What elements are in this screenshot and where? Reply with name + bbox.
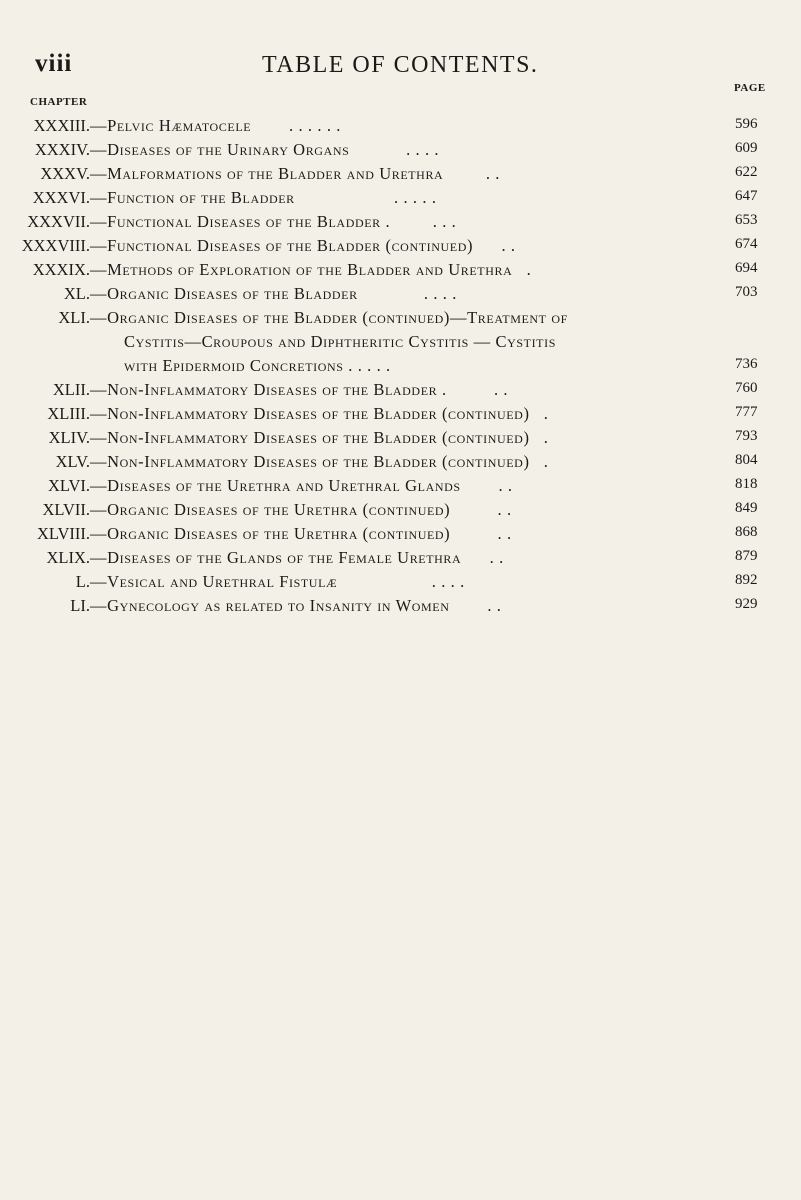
chapter-title: —Malformations of the Bladder and Urethra . . bbox=[90, 164, 501, 183]
chapter-title: —Organic Diseases of the Urethra (continued) . . bbox=[90, 500, 512, 519]
chapter-numeral: XLVII. bbox=[42, 500, 90, 519]
toc-entry bbox=[0, 476, 801, 498]
chapter-numeral: XXXIII. bbox=[33, 116, 90, 135]
page-number: 804 bbox=[735, 452, 758, 468]
chapter-numeral: L. bbox=[75, 572, 90, 591]
toc-entry bbox=[0, 212, 801, 234]
chapter-title: —Functional Diseases of the Bladder . . . . bbox=[90, 212, 457, 231]
chapter-title: —Gynecology as related to Insanity in Women . . bbox=[90, 596, 502, 615]
toc-entry bbox=[0, 500, 801, 522]
chapter-numeral: XXXVI. bbox=[32, 188, 90, 207]
toc-entry bbox=[0, 452, 801, 474]
chapter-title: —Organic Diseases of the Bladder (continued)—Treatment of bbox=[90, 308, 568, 327]
chapter-title: —Functional Diseases of the Bladder (continued) . . bbox=[90, 236, 516, 255]
toc-entry bbox=[0, 188, 801, 210]
chapter-column-label: CHAPTER bbox=[30, 96, 88, 108]
chapter-title-continued: with Epidermoid Concretions . . . . . bbox=[124, 356, 391, 375]
chapter-numeral: XLI. bbox=[58, 308, 90, 327]
running-title: TABLE OF CONTENTS. bbox=[262, 52, 539, 78]
toc-entry bbox=[0, 596, 801, 618]
toc-entry bbox=[0, 236, 801, 258]
chapter-numeral: XXXIX. bbox=[32, 260, 90, 279]
page-number: 892 bbox=[735, 572, 758, 588]
chapter-title: —Diseases of the Urethra and Urethral Glands . . bbox=[90, 476, 513, 495]
page-number: 609 bbox=[735, 140, 758, 156]
page-folio: viii bbox=[35, 50, 73, 77]
page-number: 760 bbox=[735, 380, 758, 396]
page-number: 622 bbox=[735, 164, 758, 180]
toc-entry bbox=[0, 116, 801, 138]
chapter-title: —Non-Inflammatory Diseases of the Bladder . . . bbox=[90, 380, 509, 399]
page-number: 736 bbox=[735, 356, 758, 372]
chapter-title: —Organic Diseases of the Urethra (continued) . . bbox=[90, 524, 512, 543]
toc-entry bbox=[0, 404, 801, 426]
page-number: 818 bbox=[735, 476, 758, 492]
chapter-title: —Diseases of the Urinary Organs . . . . bbox=[90, 140, 440, 159]
page-number: 694 bbox=[735, 260, 758, 276]
toc-entry bbox=[0, 260, 801, 282]
toc-entry-final-line bbox=[0, 356, 801, 378]
chapter-numeral: XLVI. bbox=[47, 476, 90, 495]
toc-entry bbox=[0, 428, 801, 450]
chapter-title: —Diseases of the Glands of the Female Urethra . . bbox=[90, 548, 504, 567]
chapter-numeral: XLVIII. bbox=[36, 524, 90, 543]
chapter-numeral: XLIII. bbox=[47, 404, 90, 423]
chapter-numeral: XLIV. bbox=[48, 428, 90, 447]
chapter-numeral: XXXVIII. bbox=[21, 236, 90, 255]
chapter-title: —Vesical and Urethral Fistulæ . . . . bbox=[90, 572, 465, 591]
chapter-numeral: XLII. bbox=[52, 380, 90, 399]
toc-entry bbox=[0, 380, 801, 402]
page-number: 879 bbox=[735, 548, 758, 564]
page-number: 929 bbox=[735, 596, 758, 612]
page-number: 868 bbox=[735, 524, 758, 540]
toc-entry bbox=[0, 308, 801, 330]
chapter-numeral: XXXV. bbox=[40, 164, 90, 183]
chapter-numeral: XXXVII. bbox=[27, 212, 90, 231]
chapter-numeral: LI. bbox=[70, 596, 90, 615]
page-number: 777 bbox=[735, 404, 758, 420]
chapter-title: —Non-Inflammatory Diseases of the Bladder (continued) . bbox=[90, 428, 549, 447]
chapter-numeral: XXXIV. bbox=[34, 140, 90, 159]
chapter-title: —Methods of Exploration of the Bladder and Urethra . bbox=[90, 260, 532, 279]
chapter-title: —Non-Inflammatory Diseases of the Bladder (continued) . bbox=[90, 452, 549, 471]
chapter-title: —Organic Diseases of the Bladder . . . . bbox=[90, 284, 457, 303]
page-number: 596 bbox=[735, 116, 758, 132]
chapter-numeral: XL. bbox=[63, 284, 90, 303]
chapter-title: —Pelvic Hæmatocele . . . . . . bbox=[90, 116, 341, 135]
chapter-numeral: XLV. bbox=[55, 452, 90, 471]
toc-entry bbox=[0, 548, 801, 570]
page-number: 793 bbox=[735, 428, 758, 444]
chapter-title-continued: Cystitis—Croupous and Diphtheritic Cystitis — Cystitis bbox=[124, 332, 556, 351]
chapter-title: —Non-Inflammatory Diseases of the Bladder (continued) . bbox=[90, 404, 549, 423]
page-number: 674 bbox=[735, 236, 758, 252]
page-number: 703 bbox=[735, 284, 758, 300]
chapter-title: —Function of the Bladder . . . . . bbox=[90, 188, 437, 207]
page-number: 653 bbox=[735, 212, 758, 228]
toc-entry bbox=[0, 284, 801, 306]
page-column-label: PAGE bbox=[734, 82, 766, 94]
page-number: 647 bbox=[735, 188, 758, 204]
toc-entry bbox=[0, 524, 801, 546]
toc-entry bbox=[0, 572, 801, 594]
toc-entry bbox=[0, 140, 801, 162]
page-number: 849 bbox=[735, 500, 758, 516]
toc-entry bbox=[0, 164, 801, 186]
chapter-numeral: XLIX. bbox=[46, 548, 90, 567]
